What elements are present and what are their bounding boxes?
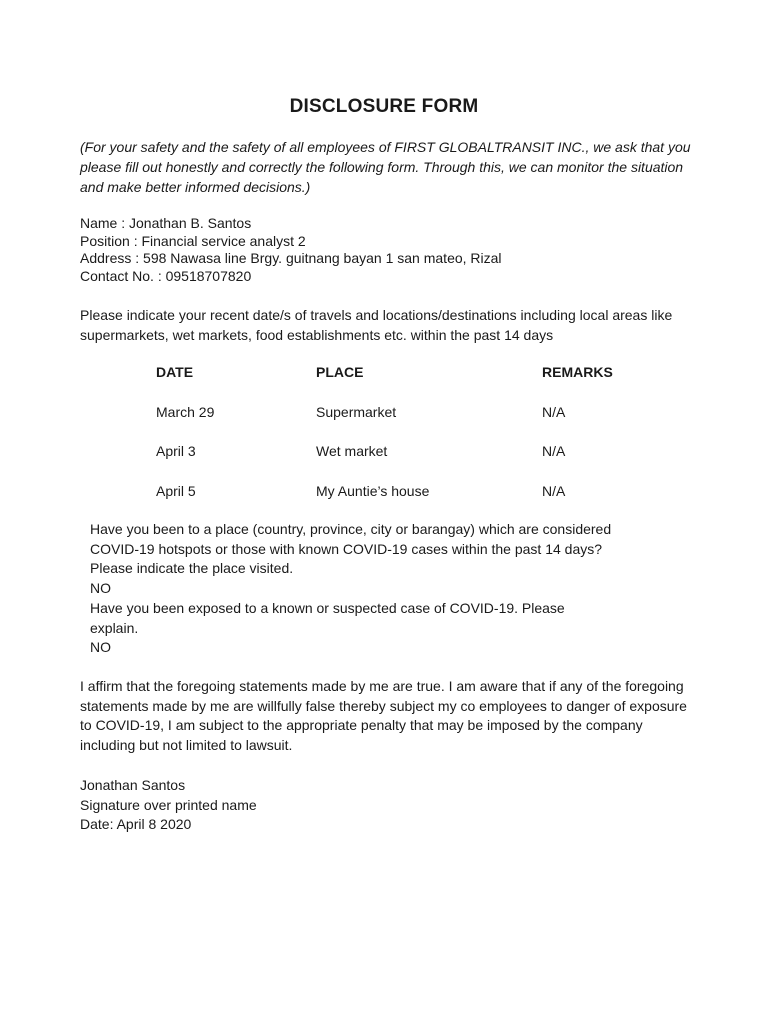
personal-info <box>80 215 502 285</box>
header-place: PLACE <box>316 364 364 380</box>
form-title: DISCLOSURE FORM <box>289 96 479 117</box>
cell-remarks: N/A <box>542 482 566 499</box>
travel-question: Please indicate your recent date/s of travels and locations/destinations including local areas like supermarkets, wet markets, food establishments etc. within the past 14 days <box>80 307 673 343</box>
cell-remarks: N/A <box>542 403 566 420</box>
answer-2: NO <box>90 639 111 656</box>
cell-date: April 5 <box>156 482 196 499</box>
question-1-line-3: Please indicate the place visited. <box>90 560 294 577</box>
cell-place: Wet market <box>316 443 388 459</box>
position-line: Position : Financial service analyst 2 <box>80 232 306 249</box>
question-2-line-2: explain. <box>90 619 139 636</box>
contact-line: Contact No. : 09518707820 <box>80 267 252 284</box>
question-1-line-2: COVID-19 hotspots or those with known COVID-19 cases within the past 14 days? <box>90 540 603 557</box>
header-date: DATE <box>156 364 194 380</box>
cell-place: My Auntie’s house <box>316 482 430 499</box>
covid-questions <box>90 520 670 658</box>
question-1-line-1: Have you been to a place (country, province, city or barangay) which are considered <box>90 521 612 537</box>
question-2-line-1: Have you been exposed to a known or suspected case of COVID-19. Please <box>90 599 565 616</box>
cell-date: March 29 <box>156 403 215 420</box>
signature-name: Jonathan Santos <box>80 777 186 793</box>
signature-date: Date: April 8 2020 <box>80 816 192 833</box>
header-remarks: REMARKS <box>542 364 613 380</box>
cell-place: Supermarket <box>316 403 397 420</box>
address-line: Address : 598 Nawasa line Brgy. guitnang bayan 1 san mateo, Rizal <box>80 250 502 266</box>
cell-remarks: N/A <box>542 443 566 459</box>
answer-1: NO <box>90 580 111 597</box>
affirmation-paragraph: I affirm that the foregoing statements made by me are true. I am aware that if any of the foregoing statements made by me are willfully false thereby subject my co employees to danger of exposure to COVID-19, I am subject to the appropriate penalty that may be imposed by the company including but not limited to lawsuit. <box>80 678 687 754</box>
name-line: Name : Jonathan B. Santos <box>80 215 252 231</box>
cell-date: April 3 <box>156 443 196 459</box>
signature-caption: Signature over printed name <box>80 796 257 813</box>
signature-block <box>80 776 257 835</box>
intro-paragraph: (For your safety and the safety of all employees of FIRST GLOBALTRANSIT INC., we ask that you please fill out honestly and correctly the following form. Through this, we can monitor the situation and make better informed decisions.) <box>80 139 691 195</box>
